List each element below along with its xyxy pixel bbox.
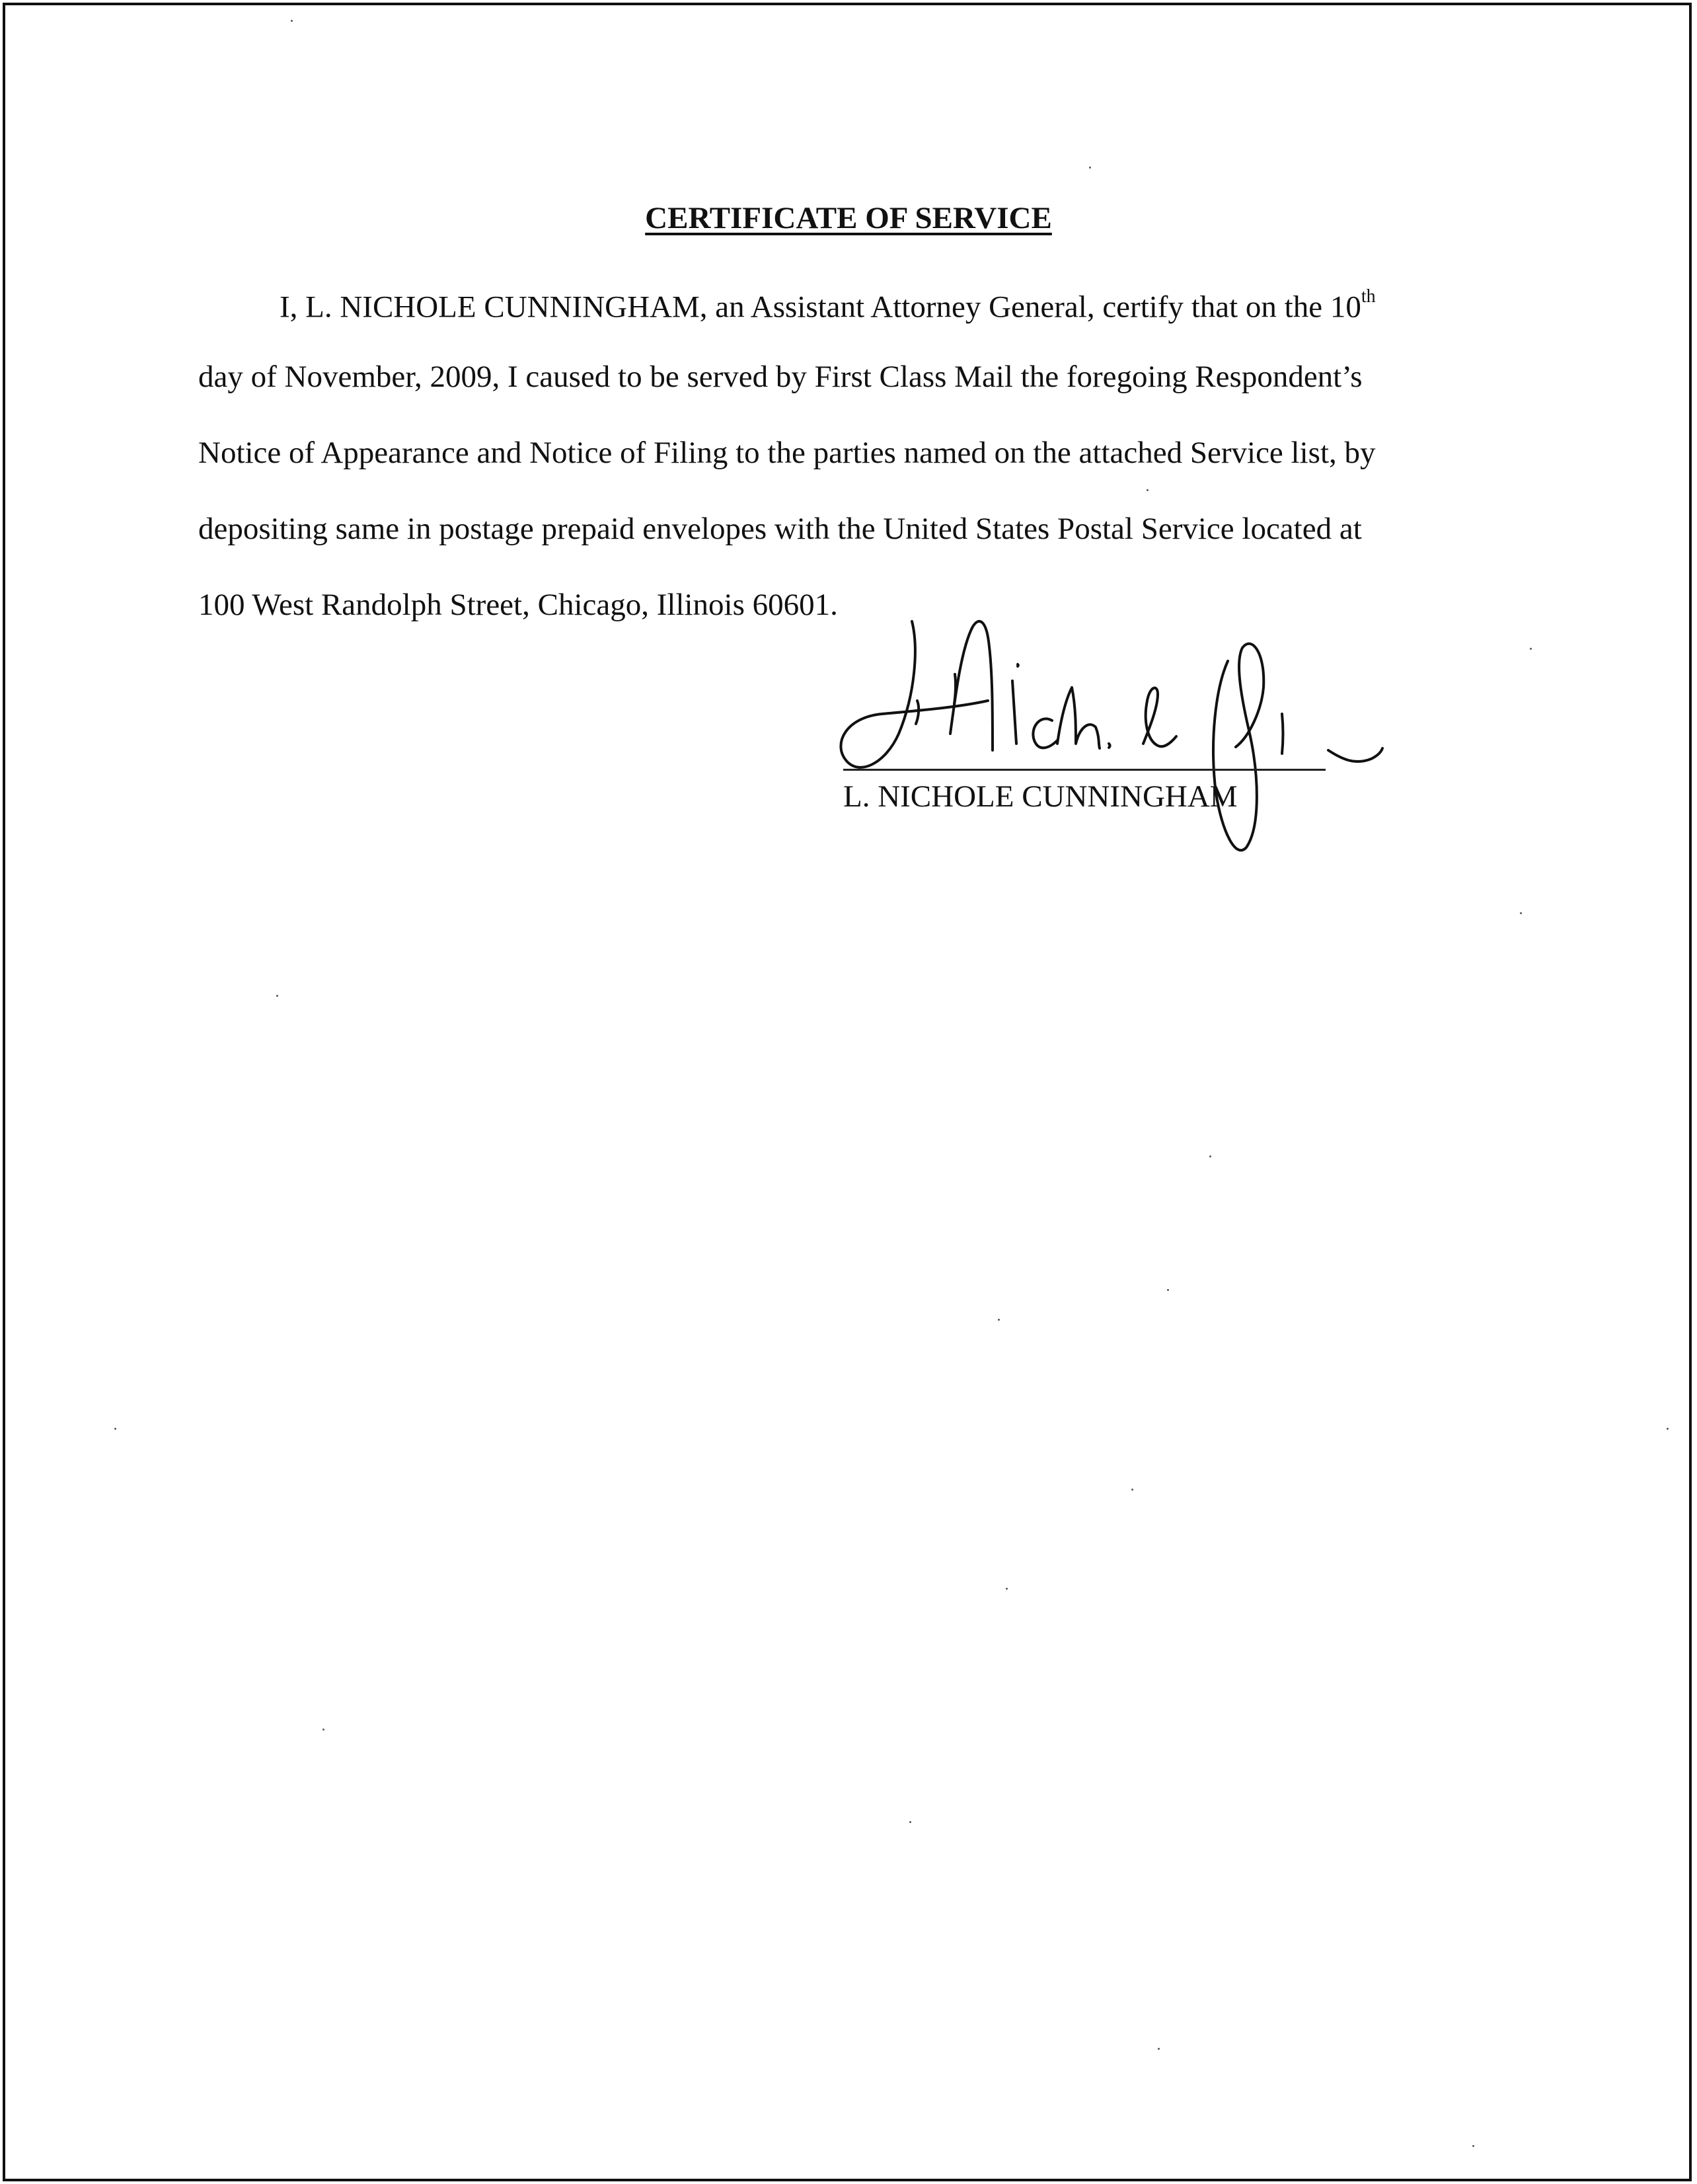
- scan-speck: [909, 1821, 911, 1823]
- body-line-5-text: 100 West Randolph Street, Chicago, Illinois 60601.: [198, 588, 838, 622]
- body-line-2: [198, 357, 1363, 397]
- scan-speck: [1209, 1155, 1211, 1157]
- scan-speck: [1530, 648, 1532, 650]
- body-line-3-text: Notice of Appearance and Notice of Filing to the parties named on the attached Service list, by: [198, 436, 1376, 470]
- scan-speck: [1006, 1588, 1008, 1590]
- body-line-1: [280, 281, 1376, 327]
- signature-line: [843, 769, 1326, 771]
- scan-speck: [322, 1729, 324, 1731]
- scan-speck: [276, 995, 278, 997]
- body-line-4: [198, 509, 1362, 549]
- scan-speck: [114, 1428, 116, 1430]
- certificate-title-text: CERTIFICATE OF SERVICE: [645, 201, 1052, 235]
- body-line-1-text: I, L. NICHOLE CUNNINGHAM, an Assistant Attorney General, certify that on the 10: [280, 290, 1361, 325]
- scan-speck: [1167, 1289, 1169, 1291]
- body-line-4-text: depositing same in postage prepaid envelopes with the United States Postal Service located at: [198, 512, 1362, 546]
- scan-speck: [1147, 489, 1149, 491]
- handwritten-signature: [819, 595, 1401, 873]
- signer-name: L. NICHOLE CUNNINGHAM: [843, 779, 1238, 814]
- body-line-3: [198, 433, 1376, 473]
- scan-speck: [1089, 167, 1091, 169]
- certificate-title: [0, 198, 1697, 238]
- scan-speck: [1520, 912, 1522, 914]
- ordinal-suffix: th: [1361, 286, 1376, 307]
- scan-speck: [998, 1319, 1000, 1321]
- scan-speck: [1131, 1489, 1133, 1491]
- scan-speck: [1667, 1428, 1669, 1430]
- body-line-5: [198, 585, 838, 625]
- page-border: [3, 3, 1692, 2181]
- body-line-2-text: day of November, 2009, I caused to be served by First Class Mail the foregoing Respondent’s: [198, 360, 1363, 394]
- scan-speck: [1158, 2048, 1160, 2050]
- scan-speck: [1472, 2145, 1474, 2147]
- scan-speck: [291, 20, 293, 22]
